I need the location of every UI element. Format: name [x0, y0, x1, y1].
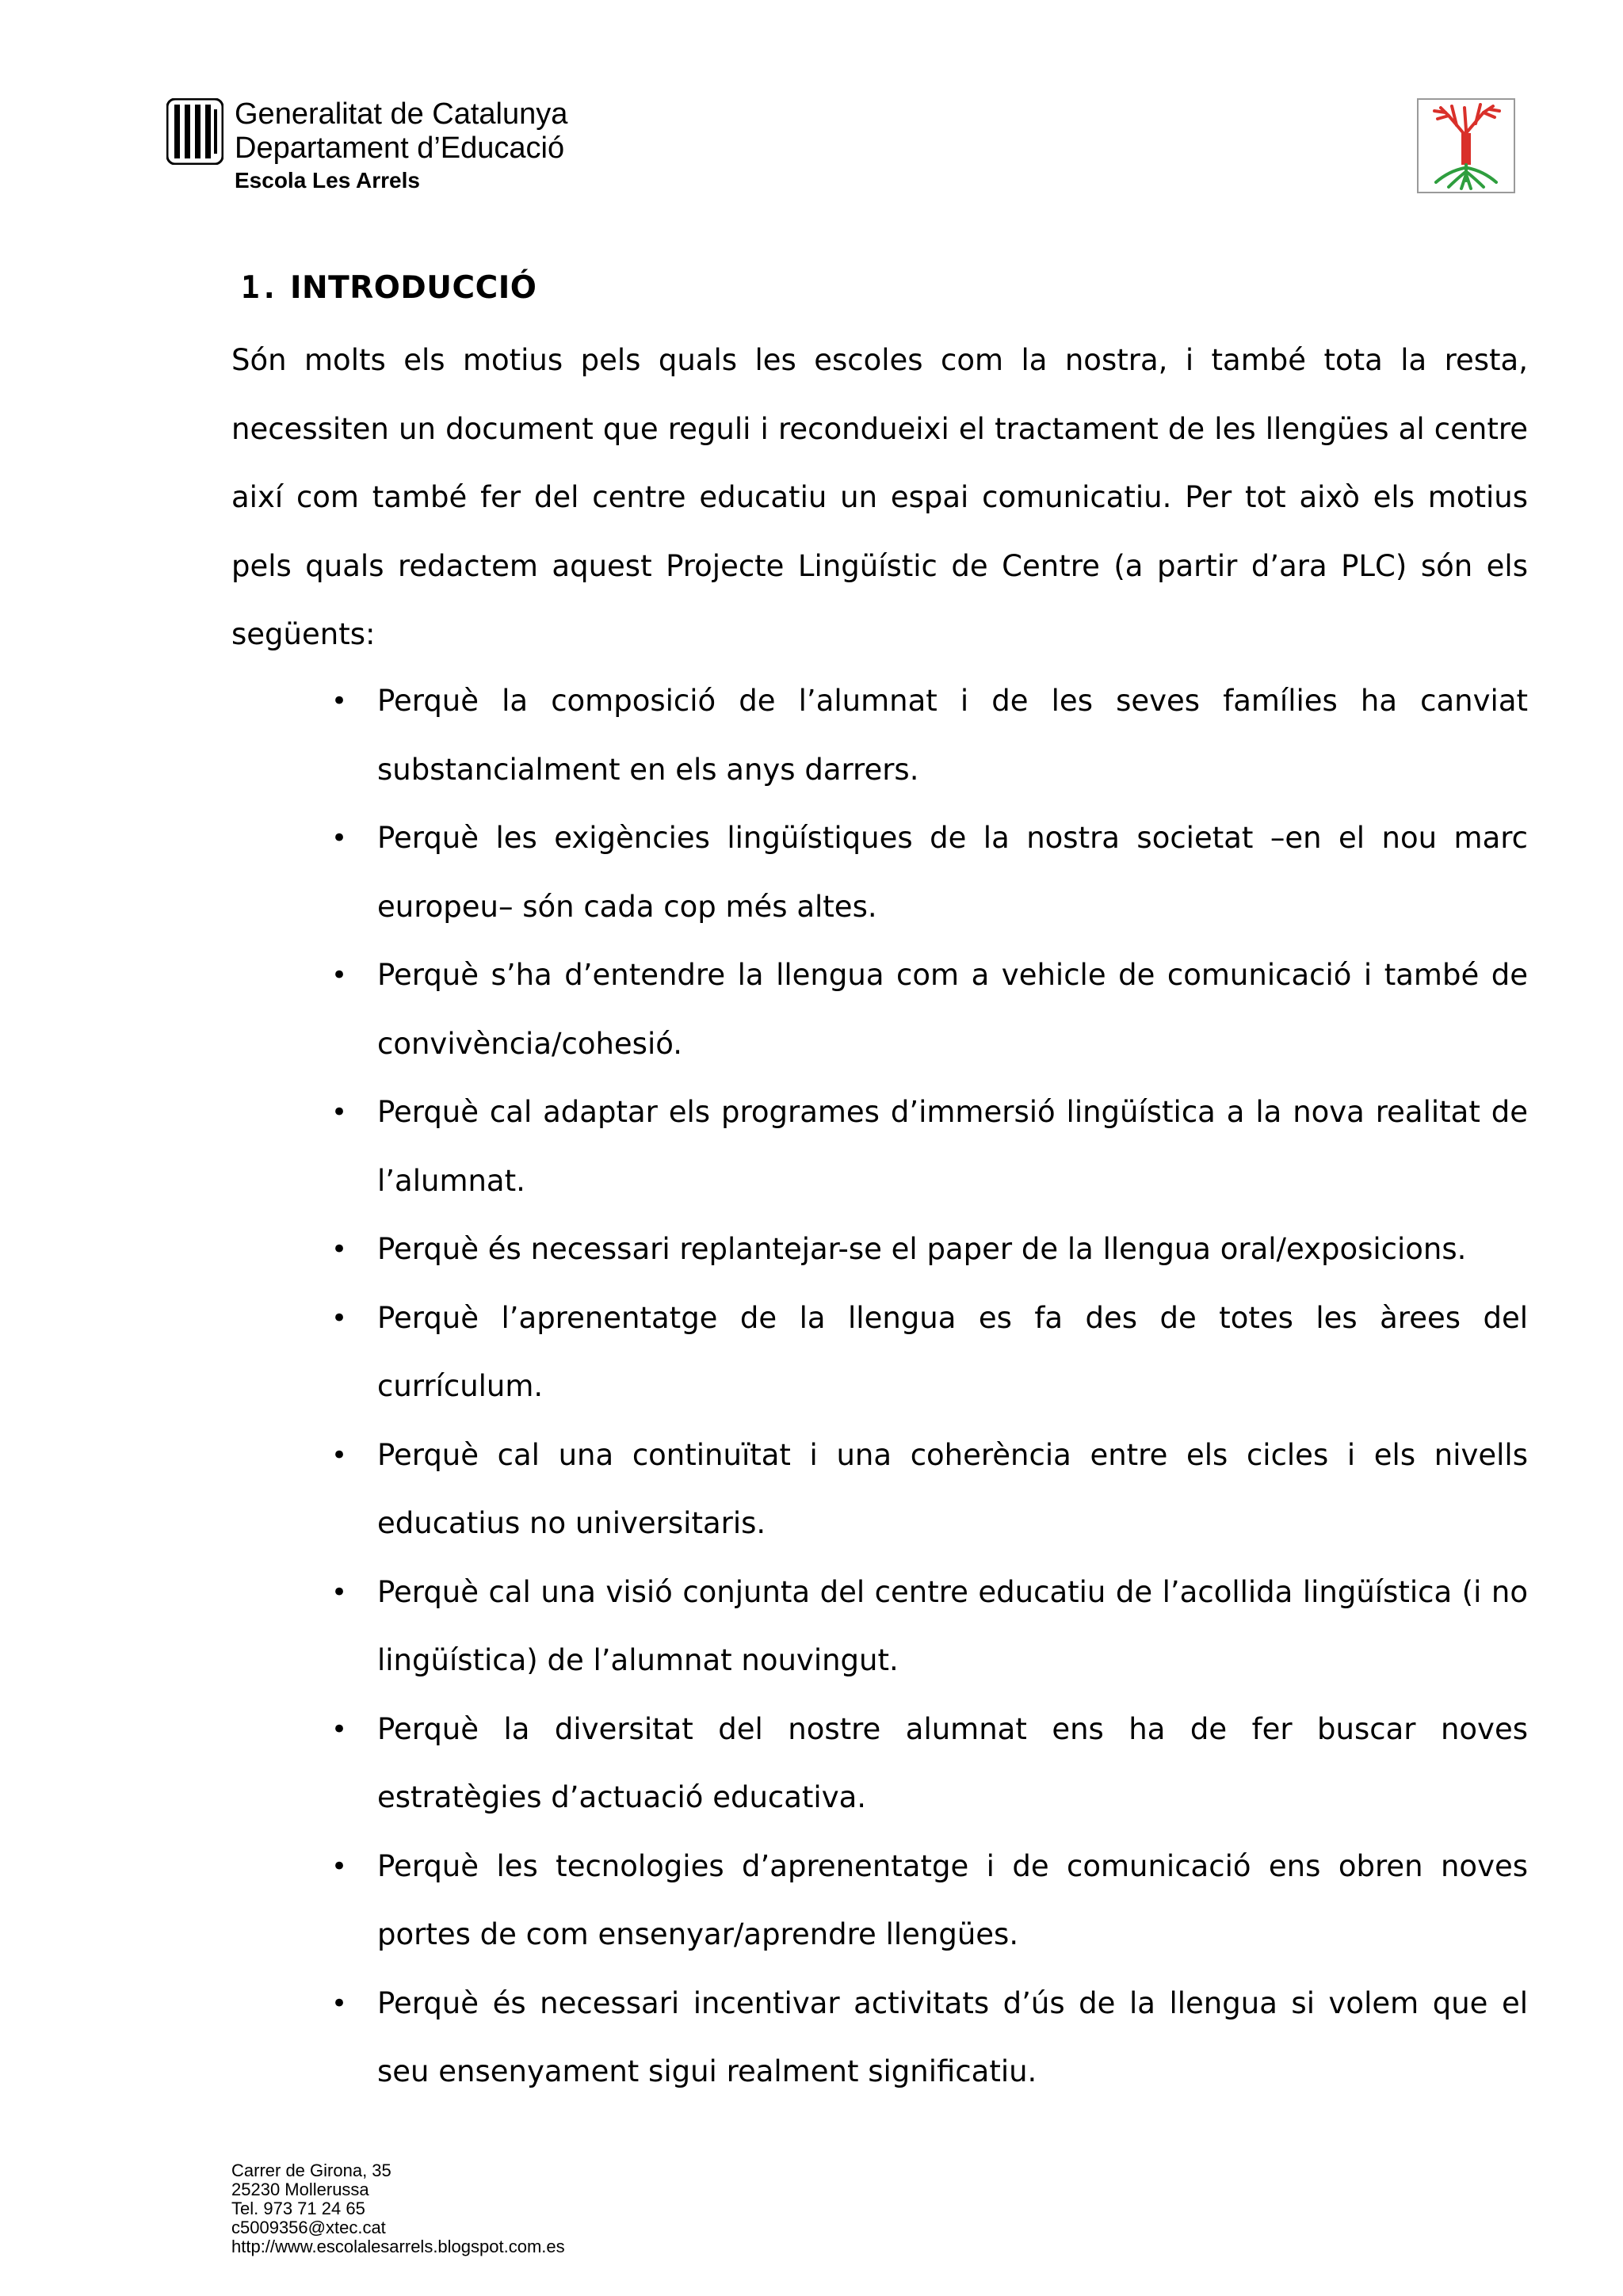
footer-postal: 25230 Mollerussa [231, 2180, 369, 2199]
institution-text [235, 97, 567, 196]
list-item-text: Perquè la diversitat del nostre alumnat ens ha de fer buscar noves estratègies d’actuació educativa. [377, 1711, 1528, 1814]
footer-contact [231, 2161, 565, 2256]
section-number: 1. [241, 270, 279, 306]
footer-address: Carrer de Girona, 35 [231, 2161, 391, 2180]
list-item-text: Perquè és necessari incentivar activitats d’ús de la llengua si volem que el seu ensenyament sigui realment significatiu. [377, 1985, 1528, 2088]
list-item [231, 941, 1528, 1078]
list-item-text: Perquè l’aprenentatge de la llengua es fa des de totes les àrees del currículum. [377, 1300, 1528, 1403]
list-item [231, 1284, 1528, 1421]
bullet-icon: • [331, 1234, 348, 1265]
list-item-text: Perquè les tecnologies d’aprenentatge i de comunicació ens obren noves portes de com ensenyar/aprendre llengües. [377, 1848, 1528, 1951]
footer-email[interactable]: c5009356@xtec.cat [231, 2218, 386, 2237]
list-item [231, 1215, 1528, 1284]
generalitat-logo-icon [166, 98, 223, 165]
list-item-text: Perquè és necessari replantejar-se el paper de la llengua oral/exposicions. [377, 1232, 1467, 1266]
list-item-text: Perquè les exigències lingüístiques de la nostra societat –en el nou marc europeu– són cada cop més altes. [377, 821, 1528, 924]
list-item [231, 1078, 1528, 1215]
reasons-list [231, 667, 1528, 2107]
bullet-icon: • [331, 685, 348, 717]
bullet-icon: • [331, 959, 348, 991]
bullet-icon: • [331, 1713, 348, 1745]
school-name: Escola Les Arrels [235, 168, 420, 193]
list-item-text: Perquè s’ha d’entendre la llengua com a vehicle de comunicació i també de convivència/cohesió. [377, 958, 1528, 1061]
org-name: Generalitat de Catalunya [235, 97, 568, 131]
bullet-icon: • [331, 1850, 348, 1882]
list-item [231, 1833, 1528, 1970]
list-item-text: Perquè cal una visió conjunta del centre educatiu de l’acollida lingüística (i no lingüística) de l’alumnat nouvingut. [377, 1574, 1528, 1677]
bullet-icon: • [331, 1302, 348, 1334]
letterhead [166, 97, 1529, 200]
list-item-text: Perquè la composició de l’alumnat i de les seves famílies ha canviat substancialment en els anys darrers. [377, 684, 1528, 787]
bullet-icon: • [331, 822, 348, 854]
list-item [231, 1695, 1528, 1833]
section-title: INTRODUCCIÓ [289, 270, 537, 306]
bullet-icon: • [331, 1987, 348, 2019]
list-item [231, 667, 1528, 804]
footer-website[interactable]: http://www.escolalesarrels.blogspot.com.es [231, 2237, 565, 2256]
list-item-text: Perquè cal una continuïtat i una coherència entre els cicles i els nivells educatius no universitaris. [377, 1437, 1528, 1540]
bullet-icon: • [331, 1097, 348, 1128]
school-tree-logo-icon [1417, 98, 1515, 193]
list-item-text: Perquè cal adaptar els programes d’immersió lingüística a la nova realitat de l’alumnat. [377, 1095, 1528, 1198]
list-item [231, 1558, 1528, 1695]
section-heading [241, 268, 537, 309]
department-name: Departament d’Educació [235, 132, 565, 165]
intro-paragraph: Són molts els motius pels quals les escoles com la nostra, i també tota la resta, necessiten un document que reguli i recondueixi el tractament de les llengües al centre així com també fer del centre educatiu un espai comunicatiu. Per tot això els motius pels quals redactem aquest Projecte Lingüístic de Centre (a partir d’ara PLC) són els següents: [231, 343, 1528, 651]
bullet-icon: • [331, 1439, 348, 1471]
bullet-icon: • [331, 1576, 348, 1608]
list-item [231, 1421, 1528, 1558]
list-item [231, 804, 1528, 941]
list-item [231, 1970, 1528, 2107]
footer-phone: Tel. 973 71 24 65 [231, 2199, 365, 2218]
